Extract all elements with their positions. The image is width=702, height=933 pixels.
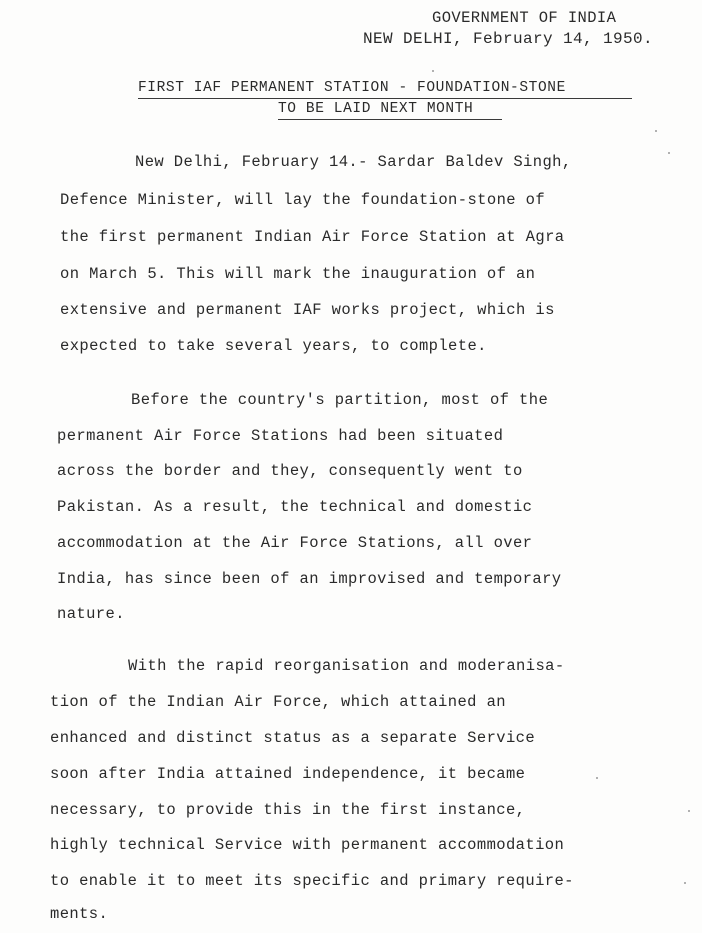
headline-line-2: TO BE LAID NEXT MONTH [278, 101, 474, 117]
body-line: Defence Minister, will lay the foundation-stone of [60, 191, 546, 209]
scan-speck [596, 777, 598, 779]
body-line: accommodation at the Air Force Stations, all over [57, 534, 533, 552]
body-line: highly technical Service with permanent accommodation [50, 836, 565, 854]
body-line: ments. [50, 905, 109, 923]
body-line: permanent Air Force Stations had been situated [57, 427, 504, 445]
body-line: on March 5. This will mark the inauguration of an [60, 265, 536, 283]
body-line: extensive and permanent IAF works project, which is [60, 301, 555, 319]
body-line: India, has since been of an improvised and temporary [57, 570, 562, 588]
headline-underline-2 [278, 119, 502, 120]
scan-speck [668, 152, 670, 154]
body-line: With the rapid reorganisation and moderanisa- [128, 657, 565, 675]
body-line: New Delhi, February 14.- Sardar Baldev Singh, [135, 153, 572, 171]
body-line: nature. [57, 605, 125, 623]
body-line: soon after India attained independence, it became [50, 765, 526, 783]
header-org: GOVERNMENT OF INDIA [432, 9, 617, 27]
body-line: expected to take several years, to complete. [60, 337, 487, 355]
body-line: to enable it to meet its specific and primary require- [50, 872, 574, 890]
headline-underline-1 [138, 98, 632, 99]
scan-speck [688, 810, 690, 812]
body-line: the first permanent Indian Air Force Station at Agra [60, 228, 565, 246]
body-line: enhanced and distinct status as a separate Service [50, 729, 536, 747]
body-line: necessary, to provide this in the first instance, [50, 801, 526, 819]
body-line: Before the country's partition, most of the [131, 391, 549, 409]
scan-speck [655, 130, 657, 132]
headline-line-1: FIRST IAF PERMANENT STATION - FOUNDATION-STONE [138, 80, 566, 96]
header-place-date: NEW DELHI, February 14, 1950. [363, 30, 654, 48]
body-line: across the border and they, consequently went to [57, 462, 523, 480]
scan-speck [432, 70, 434, 72]
body-line: Pakistan. As a result, the technical and domestic [57, 498, 533, 516]
scan-artifact [520, 0, 702, 6]
scan-speck [684, 882, 686, 884]
body-line: tion of the Indian Air Force, which attained an [50, 693, 506, 711]
